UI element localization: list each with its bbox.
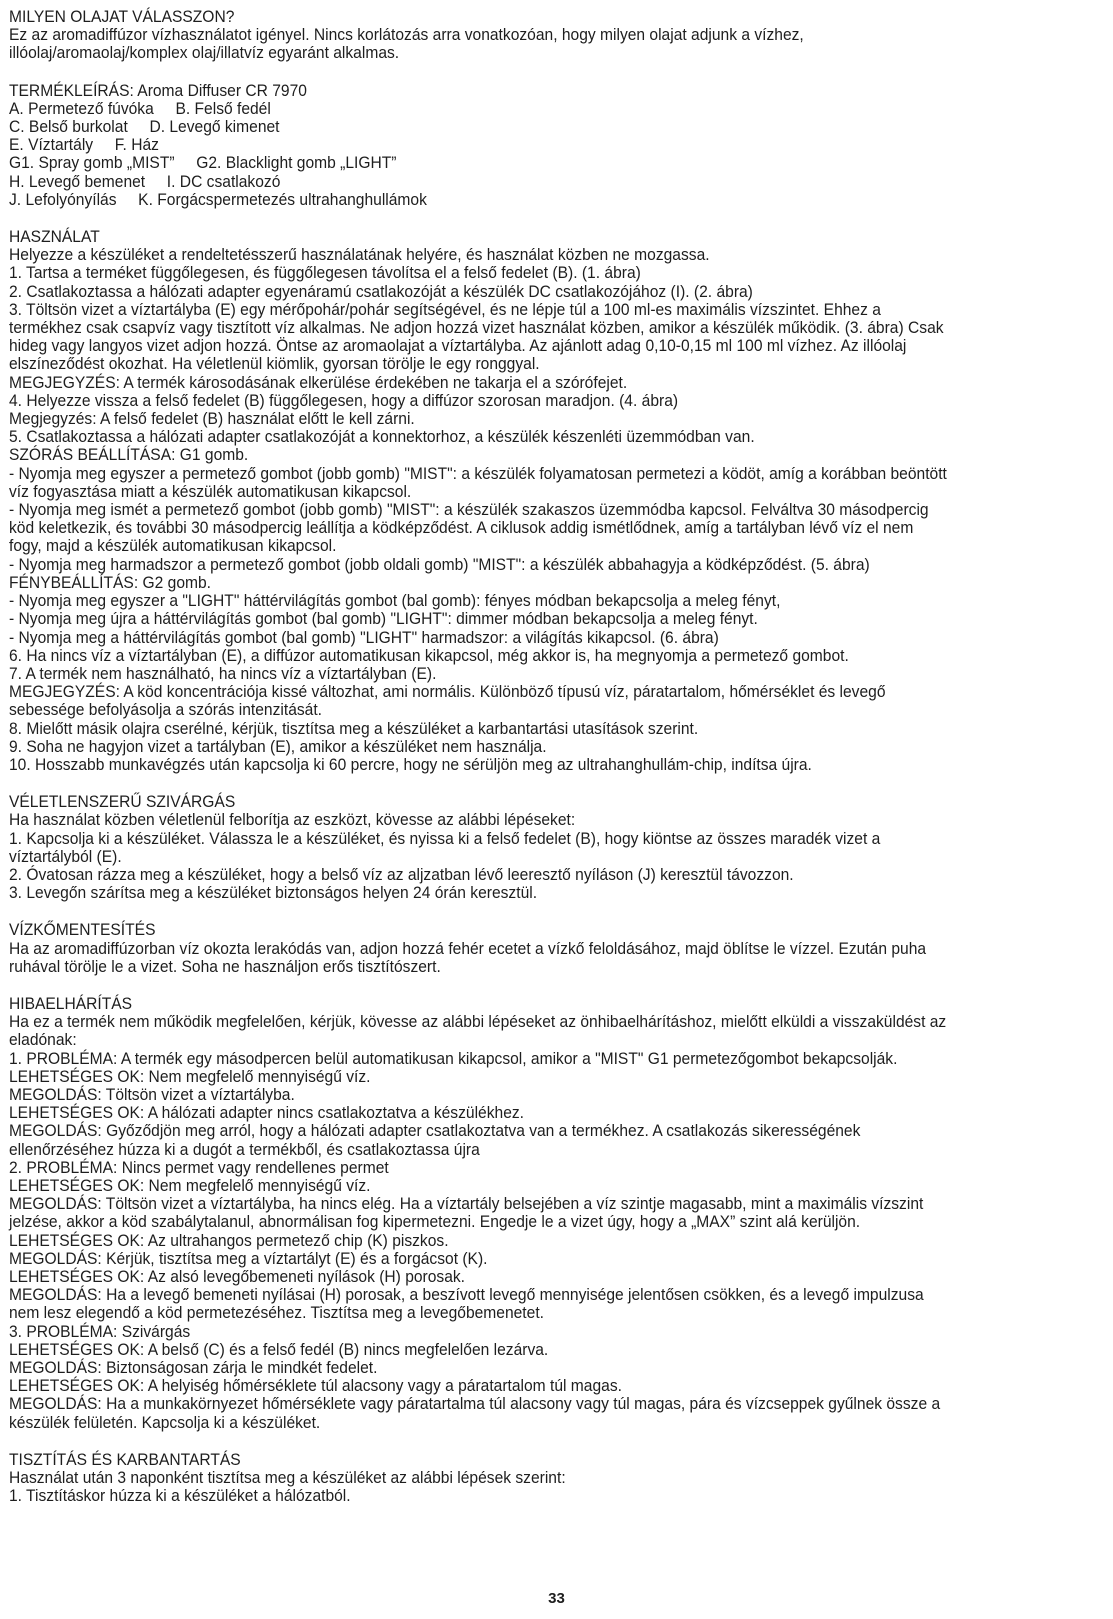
text-line: FÉNYBEÁLLÍTÁS: G2 gomb. xyxy=(9,572,211,592)
page-number: 33 xyxy=(548,1590,565,1607)
text-line: jelzése, akkor a köd szabálytalanul, abnormálisan fog kipermetezni. Engedje le a vizet úgy, hogy a „MAX” szint alá kerüljön. xyxy=(9,1212,861,1232)
text-line: Ha ez a termék nem működik megfelelően, kérjük, kövesse az alábbi lépéseket az önhibaelhárításhoz, mielőtt elküldi a visszaküldést az xyxy=(9,1012,947,1032)
text-line: 4. Helyezze vissza a felső fedelet (B) függőlegesen, hogy a diffúzor szorosan maradjon. (4. ábra) xyxy=(9,390,679,410)
text-line: LEHETSÉGES OK: A hálózati adapter nincs csatlakoztatva a készülékhez. xyxy=(9,1103,525,1123)
text-line: LEHETSÉGES OK: Az ultrahangos permetező chip (K) piszkos. xyxy=(9,1230,449,1250)
text-line: illóolaj/aromaolaj/komplex olaj/illatvíz egyaránt alkalmas. xyxy=(9,43,400,63)
text-line: C. Belső burkolat D. Levegő kimenet xyxy=(9,117,280,137)
text-line: Ez az aromadiffúzor vízhasználatot igényel. Nincs korlátozás arra vonatkozóan, hogy milyen olajat adjunk a vízhez, xyxy=(9,25,804,45)
text-line: köd keletkezik, és további 30 másodpercig leállítja a ködképződést. A ciklusok addig ismétlődnek, amíg a tartályban lévő víz el nem xyxy=(9,518,914,538)
text-line: hideg vagy langyos vizet adjon hozzá. Öntse az aromaolajat a víztartályba. Az ajánlott adag 0,10-0,15 ml 100 ml vízhez. Az illóolaj xyxy=(9,336,907,356)
text-line: - Nyomja meg újra a háttérvilágítás gombot (bal gomb) "LIGHT": dimmer módban bekapcsolja a meleg fényt. xyxy=(9,609,758,629)
text-line: LEHETSÉGES OK: A belső (C) és a felső fedél (B) nincs megfelelően lezárva. xyxy=(9,1339,549,1359)
text-line: Megjegyzés: A felső fedelet (B) használat előtt le kell zárni. xyxy=(9,409,415,429)
text-line: elszíneződést okozhat. Ha véletlenül kiömlik, gyorsan törölje le egy ronggyal. xyxy=(9,354,540,374)
text-line: MEGOLDÁS: Ha a munkakörnyezet hőmérséklete vagy páratartalma túl alacsony vagy túl magas, pára és vízcseppek gyűlnek össze a xyxy=(9,1394,941,1414)
document-body xyxy=(9,8,1041,1505)
text-line: LEHETSÉGES OK: Nem megfelelő mennyiségű víz. xyxy=(9,1175,371,1195)
section-heading: MILYEN OLAJAT VÁLASSZON? xyxy=(9,7,235,26)
text-line: ruhával törölje le a vizet. Soha ne használjon erős tisztítószert. xyxy=(9,956,441,976)
text-line: Ha az aromadiffúzorban víz okozta lerakódás van, adjon hozzá fehér ecetet a vízkő feloldásához, majd öblítse le vízzel. Ezután puha xyxy=(9,938,927,958)
text-line: MEGOLDÁS: Kérjük, tisztítsa meg a víztartályt (E) és a forgácsot (K). xyxy=(9,1248,488,1268)
text-line: - Nyomja meg egyszer a permetező gombot (jobb gomb) "MIST": a készülék folyamatosan permetezi a ködöt, amíg a korábban beöntött xyxy=(9,463,947,483)
text-line: 1. PROBLÉMA: A termék egy másodpercen belül automatikusan kikapcsol, amikor a "MIST" G1 permetezőgombot bekapcsolják. xyxy=(9,1048,898,1068)
text-line: készülék felületén. Kapcsolja ki a készüléket. xyxy=(9,1412,321,1432)
text-line: G1. Spray gomb „MIST” G2. Blacklight gomb „LIGHT” xyxy=(9,153,397,173)
text-line: MEGOLDÁS: Töltsön vizet a víztartályba, ha nincs elég. Ha a víztartály belsejében a víz szintje magasabb, mint a maximális vízszint xyxy=(9,1194,924,1214)
text-line: E. Víztartály F. Ház xyxy=(9,135,159,155)
text-line: MEGJEGYZÉS: A termék károsodásának elkerülése érdekében ne takarja el a szórófejet. xyxy=(9,372,628,392)
section-heading: TISZTÍTÁS ÉS KARBANTARTÁS xyxy=(9,1449,241,1469)
section-heading: TERMÉKLEÍRÁS: Aroma Diffuser CR 7970 xyxy=(9,80,307,100)
text-line: eladónak: xyxy=(9,1030,77,1050)
text-line: Használat után 3 naponként tisztítsa meg a készüléket az alábbi lépések szerint: xyxy=(9,1468,566,1488)
section-usage xyxy=(9,228,1041,774)
text-line: 2. PROBLÉMA: Nincs permet vagy rendellenes permet xyxy=(9,1157,389,1177)
section-cleaning xyxy=(9,1451,1041,1506)
text-line: 7. A termék nem használható, ha nincs víz a víztartályban (E). xyxy=(9,663,437,683)
text-line: - Nyomja meg a háttérvilágítás gombot (bal gomb) "LIGHT" harmadszor: a világítás kikapcsol. (6. ábra) xyxy=(9,627,719,647)
section-heading: HIBAELHÁRÍTÁS xyxy=(9,993,133,1013)
text-line: Helyezze a készüléket a rendeltetésszerű használatának helyére, és használat közben ne mozgassa. xyxy=(9,245,710,265)
section-oil-choice xyxy=(9,8,1041,63)
text-line: termékhez csak csapvíz vagy tisztított víz alkalmas. Ne adjon hozzá vizet használat közben, amikor a készülék működik. (3. ábra) Csak xyxy=(9,318,944,338)
section-heading: VÉLETLENSZERŰ SZIVÁRGÁS xyxy=(9,792,236,812)
text-line: 2. Óvatosan rázza meg a készüléket, hogy a belső víz az aljzatban lévő leeresztő nyíláson (J) keresztül távozzon. xyxy=(9,864,794,884)
text-line: SZÓRÁS BEÁLLÍTÁSA: G1 gomb. xyxy=(9,445,249,465)
section-descaling xyxy=(9,921,1041,976)
text-line: 8. Mielőtt másik olajra cserélné, kérjük, tisztítsa meg a készüléket a karbantartási utasítások szerint. xyxy=(9,718,699,738)
text-line: 1. Tartsa a terméket függőlegesen, és függőlegesen távolítsa el a felső fedelet (B). (1. ábra) xyxy=(9,263,641,283)
text-line: MEGOLDÁS: Töltsön vizet a víztartályba. xyxy=(9,1084,295,1104)
text-line: 3. Töltsön vizet a víztartályba (E) egy mérőpohár/pohár segítségével, és ne lépje túl a 100 ml-es maximális vízszintet. Ehhez a xyxy=(9,299,881,319)
text-line: MEGOLDÁS: Biztonságosan zárja le mindkét fedelet. xyxy=(9,1358,378,1378)
text-line: 2. Csatlakoztassa a hálózati adapter egyenáramú csatlakozóját a készülék DC csatlakozójához (I). (2. ábra) xyxy=(9,281,753,301)
text-line: 10. Hosszabb munkavégzés után kapcsolja ki 60 percre, hogy ne sérüljön meg az ultrahanghullám-chip, indítsa újra. xyxy=(9,754,812,774)
section-troubleshooting xyxy=(9,995,1041,1432)
text-line: LEHETSÉGES OK: Nem megfelelő mennyiségű víz. xyxy=(9,1066,371,1086)
section-product-description xyxy=(9,82,1041,209)
text-line: J. Lefolyónyílás K. Forgácspermetezés ultrahanghullámok xyxy=(9,189,427,209)
text-line: ellenőrzéséhez húzza ki a dugót a termékből, és csatlakoztassa újra xyxy=(9,1139,480,1159)
text-line: nem lesz elegendő a köd permetezéséhez. Tisztítsa meg a levegőbemenetet. xyxy=(9,1303,544,1323)
text-line: - Nyomja meg harmadszor a permetező gombot (jobb oldali gomb) "MIST": a készülék abbahagyja a ködképződést. (5. ábra) xyxy=(9,554,870,574)
text-line: MEGJEGYZÉS: A köd koncentrációja kissé változhat, ami normális. Különböző típusú víz, páratartalom, hőmérséklet és levegő xyxy=(9,682,886,702)
text-line: 1. Tisztításkor húzza ki a készüléket a hálózatból. xyxy=(9,1486,351,1506)
section-heading: HASZNÁLAT xyxy=(9,227,100,247)
text-line: 5. Csatlakoztassa a hálózati adapter csatlakozóját a konnektorhoz, a készülék készenléti üzemmódban van. xyxy=(9,427,755,447)
text-line: 3. PROBLÉMA: Szivárgás xyxy=(9,1321,191,1341)
text-line: MEGOLDÁS: Ha a levegő bemeneti nyílásai (H) porosak, a beszívott levegő mennyisége jelentősen csökken, és a levegő impulzusa xyxy=(9,1285,924,1305)
text-line: 3. Levegőn szárítsa meg a készüléket biztonságos helyen 24 órán keresztül. xyxy=(9,883,538,903)
section-accidental-leak xyxy=(9,793,1041,902)
text-line: 1. Kapcsolja ki a készüléket. Válassza le a készüléket, és nyissa ki a felső fedelet (B), hogy kiöntse az összes maradék vizet a xyxy=(9,828,881,848)
text-line: Ha használat közben véletlenül felborítja az eszközt, kövesse az alábbi lépéseket: xyxy=(9,810,576,830)
text-line: A. Permetező fúvóka B. Felső fedél xyxy=(9,98,271,118)
text-line: víztartályból (E). xyxy=(9,846,122,866)
text-line: LEHETSÉGES OK: Az alsó levegőbemeneti nyílások (H) porosak. xyxy=(9,1267,466,1286)
text-line: - Nyomja meg egyszer a "LIGHT" háttérvilágítás gombot (bal gomb): fényes módban bekapcsolja a meleg fényt, xyxy=(9,591,781,611)
text-line: - Nyomja meg ismét a permetező gombot (jobb gomb) "MIST": a készülék szakaszos üzemmódba kapcsol. Felváltva 30 másodpercig xyxy=(9,500,929,520)
text-line: sebessége befolyásolja a szórás intenzitását. xyxy=(9,700,323,720)
text-line: víz fogyasztása miatt a készülék automatikusan kikapcsol. xyxy=(9,481,412,501)
text-line: H. Levegő bemenet I. DC csatlakozó xyxy=(9,171,281,191)
text-line: 9. Soha ne hagyjon vizet a tartályban (E), amikor a készüléket nem használja. xyxy=(9,736,547,756)
text-line: LEHETSÉGES OK: A helyiség hőmérséklete túl alacsony vagy a páratartalom túl magas. xyxy=(9,1376,622,1396)
text-line: fogy, majd a készülék automatikusan kikapcsol. xyxy=(9,536,337,556)
section-heading: VÍZKŐMENTESÍTÉS xyxy=(9,920,156,940)
text-line: MEGOLDÁS: Győződjön meg arról, hogy a hálózati adapter csatlakoztatva van a termékhez. A csatlakozás sikerességének xyxy=(9,1121,861,1141)
text-line: 6. Ha nincs víz a víztartályban (E), a diffúzor automatikusan kikapcsol, még akkor is, ha megnyomja a permetező gombot. xyxy=(9,645,849,665)
